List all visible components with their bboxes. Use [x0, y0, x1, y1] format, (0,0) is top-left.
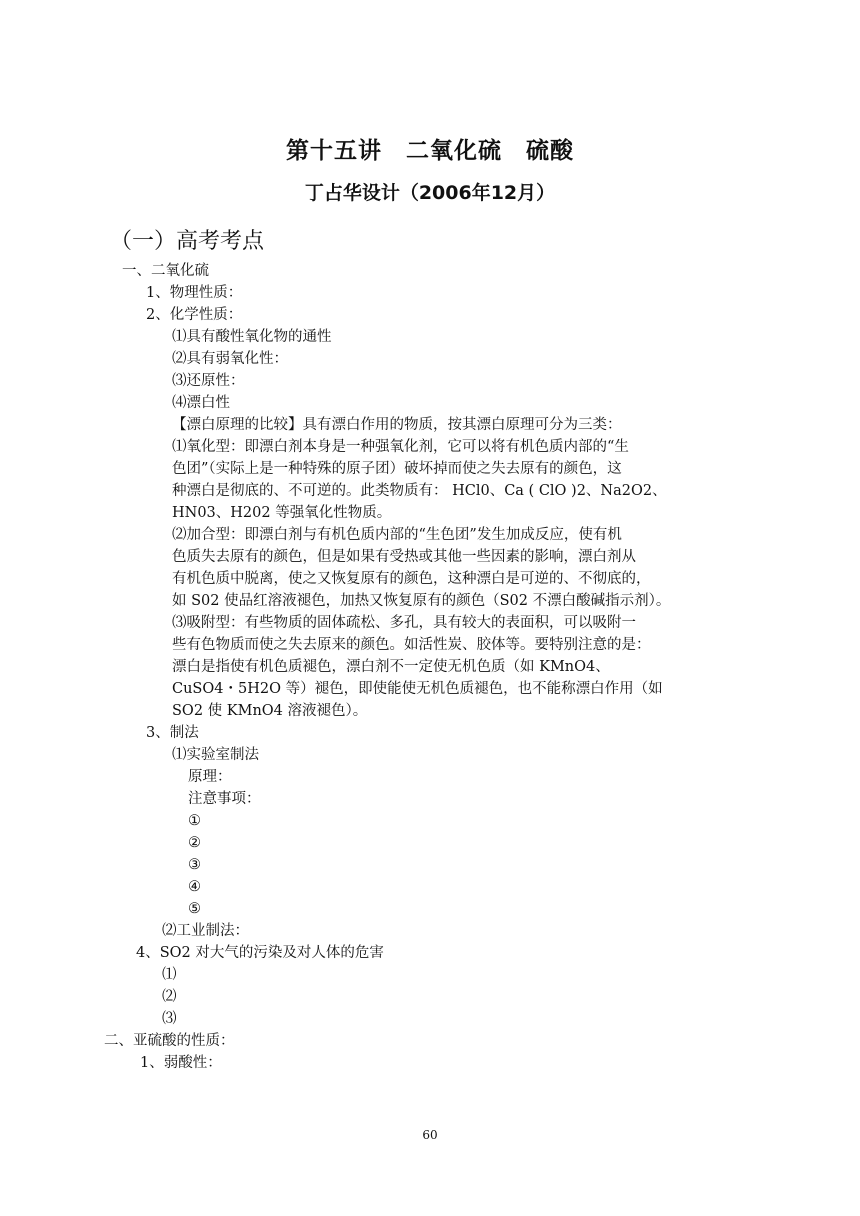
- note-item: ②: [188, 835, 201, 851]
- bleach-oxidation-line: ⑴氧化型：即漂白剂本身是一种强氧化剂，它可以将有机色质内部的“生: [172, 439, 629, 455]
- bleach-adsorption-line: CuSO4・5H2O 等）褪色，即使能使无机色质褪色，也不能称漂白作用（如: [172, 681, 663, 697]
- bleach-adsorption-line: 些有色物质而使之失去原来的颜色。如活性炭、胶体等。要特别注意的是：: [172, 637, 651, 653]
- item-chemical-properties: 2、化学性质：: [146, 307, 243, 323]
- bleach-addition-line: ⑵加合型：即漂白剂与有机色质内部的“生色团”发生加成反应，使有机: [172, 527, 622, 543]
- subitem-bleaching: ⑷漂白性: [172, 395, 230, 411]
- section-heading: （一）高考考点: [110, 229, 265, 254]
- lab-principle: 原理：: [188, 769, 232, 785]
- bleach-oxidation-line: HN03、H202 等强氧化性物质。: [172, 505, 392, 521]
- subitem-oxidizing: ⑵具有弱氧化性：: [172, 351, 288, 367]
- bleach-addition-line: 色质失去原有的颜色，但是如果有受热或其他一些因素的影响，漂白剂从: [172, 549, 636, 565]
- page-subtitle: 丁占华设计（2006年12月）: [304, 182, 556, 204]
- note-item: ①: [188, 813, 201, 829]
- page-title: 第十五讲 二氧化硫 硫酸: [286, 138, 574, 164]
- bleach-adsorption-line: 漂白是指使有机色质褪色，漂白剂不一定使无机色质（如 KMnO4、: [172, 659, 610, 675]
- subitem-industrial-preparation: ⑵工业制法：: [162, 923, 249, 939]
- note-item: ⑤: [188, 901, 201, 917]
- hazard-item: ⑴: [162, 967, 177, 983]
- hazard-item: ⑵: [162, 989, 177, 1005]
- heading-sulfurous-acid: 二、亚硫酸的性质：: [104, 1033, 235, 1049]
- bleach-addition-line: 有机色质中脱离，使之又恢复原有的颜色，这种漂白是可逆的、不彻底的，: [172, 571, 651, 587]
- item-pollution-hazards: 4、SO2 对大气的污染及对人体的危害: [136, 945, 384, 961]
- bleach-comparison-intro: 【漂白原理的比较】具有漂白作用的物质，按其漂白原理可分为三类：: [172, 417, 622, 433]
- item-physical-properties: 1、物理性质：: [146, 285, 243, 301]
- item-preparation: 3、制法: [146, 725, 199, 741]
- page-number: 60: [422, 1128, 438, 1142]
- note-item: ④: [188, 879, 201, 895]
- item-weak-acidity: 1、弱酸性：: [140, 1055, 222, 1071]
- subitem-reducing: ⑶还原性：: [172, 373, 245, 389]
- note-item: ③: [188, 857, 201, 873]
- bleach-addition-line: 如 S02 使品红溶液褪色，加热又恢复原有的颜色（S02 不漂白酸碱指示剂）。: [172, 593, 671, 609]
- subitem-lab-preparation: ⑴实验室制法: [172, 747, 259, 763]
- bleach-adsorption-line: SO2 使 KMnO4 溶液褪色）。: [172, 703, 368, 719]
- bleach-oxidation-line: 色团”（实际上是一种特殊的原子团）破坏掉而使之失去原有的颜色，这: [172, 461, 622, 477]
- bleach-oxidation-line: 种漂白是彻底的、不可逆的。此类物质有： HCl0、Ca ( ClO )2、Na2O2、: [172, 483, 667, 499]
- lab-notes: 注意事项：: [188, 791, 261, 807]
- subitem-acidic-oxide: ⑴具有酸性氧化物的通性: [172, 329, 332, 345]
- heading-sulfur-dioxide: 一、二氧化硫: [122, 263, 209, 279]
- hazard-item: ⑶: [162, 1011, 177, 1027]
- bleach-adsorption-line: ⑶吸附型：有些物质的固体疏松、多孔，具有较大的表面积，可以吸附一: [172, 615, 636, 631]
